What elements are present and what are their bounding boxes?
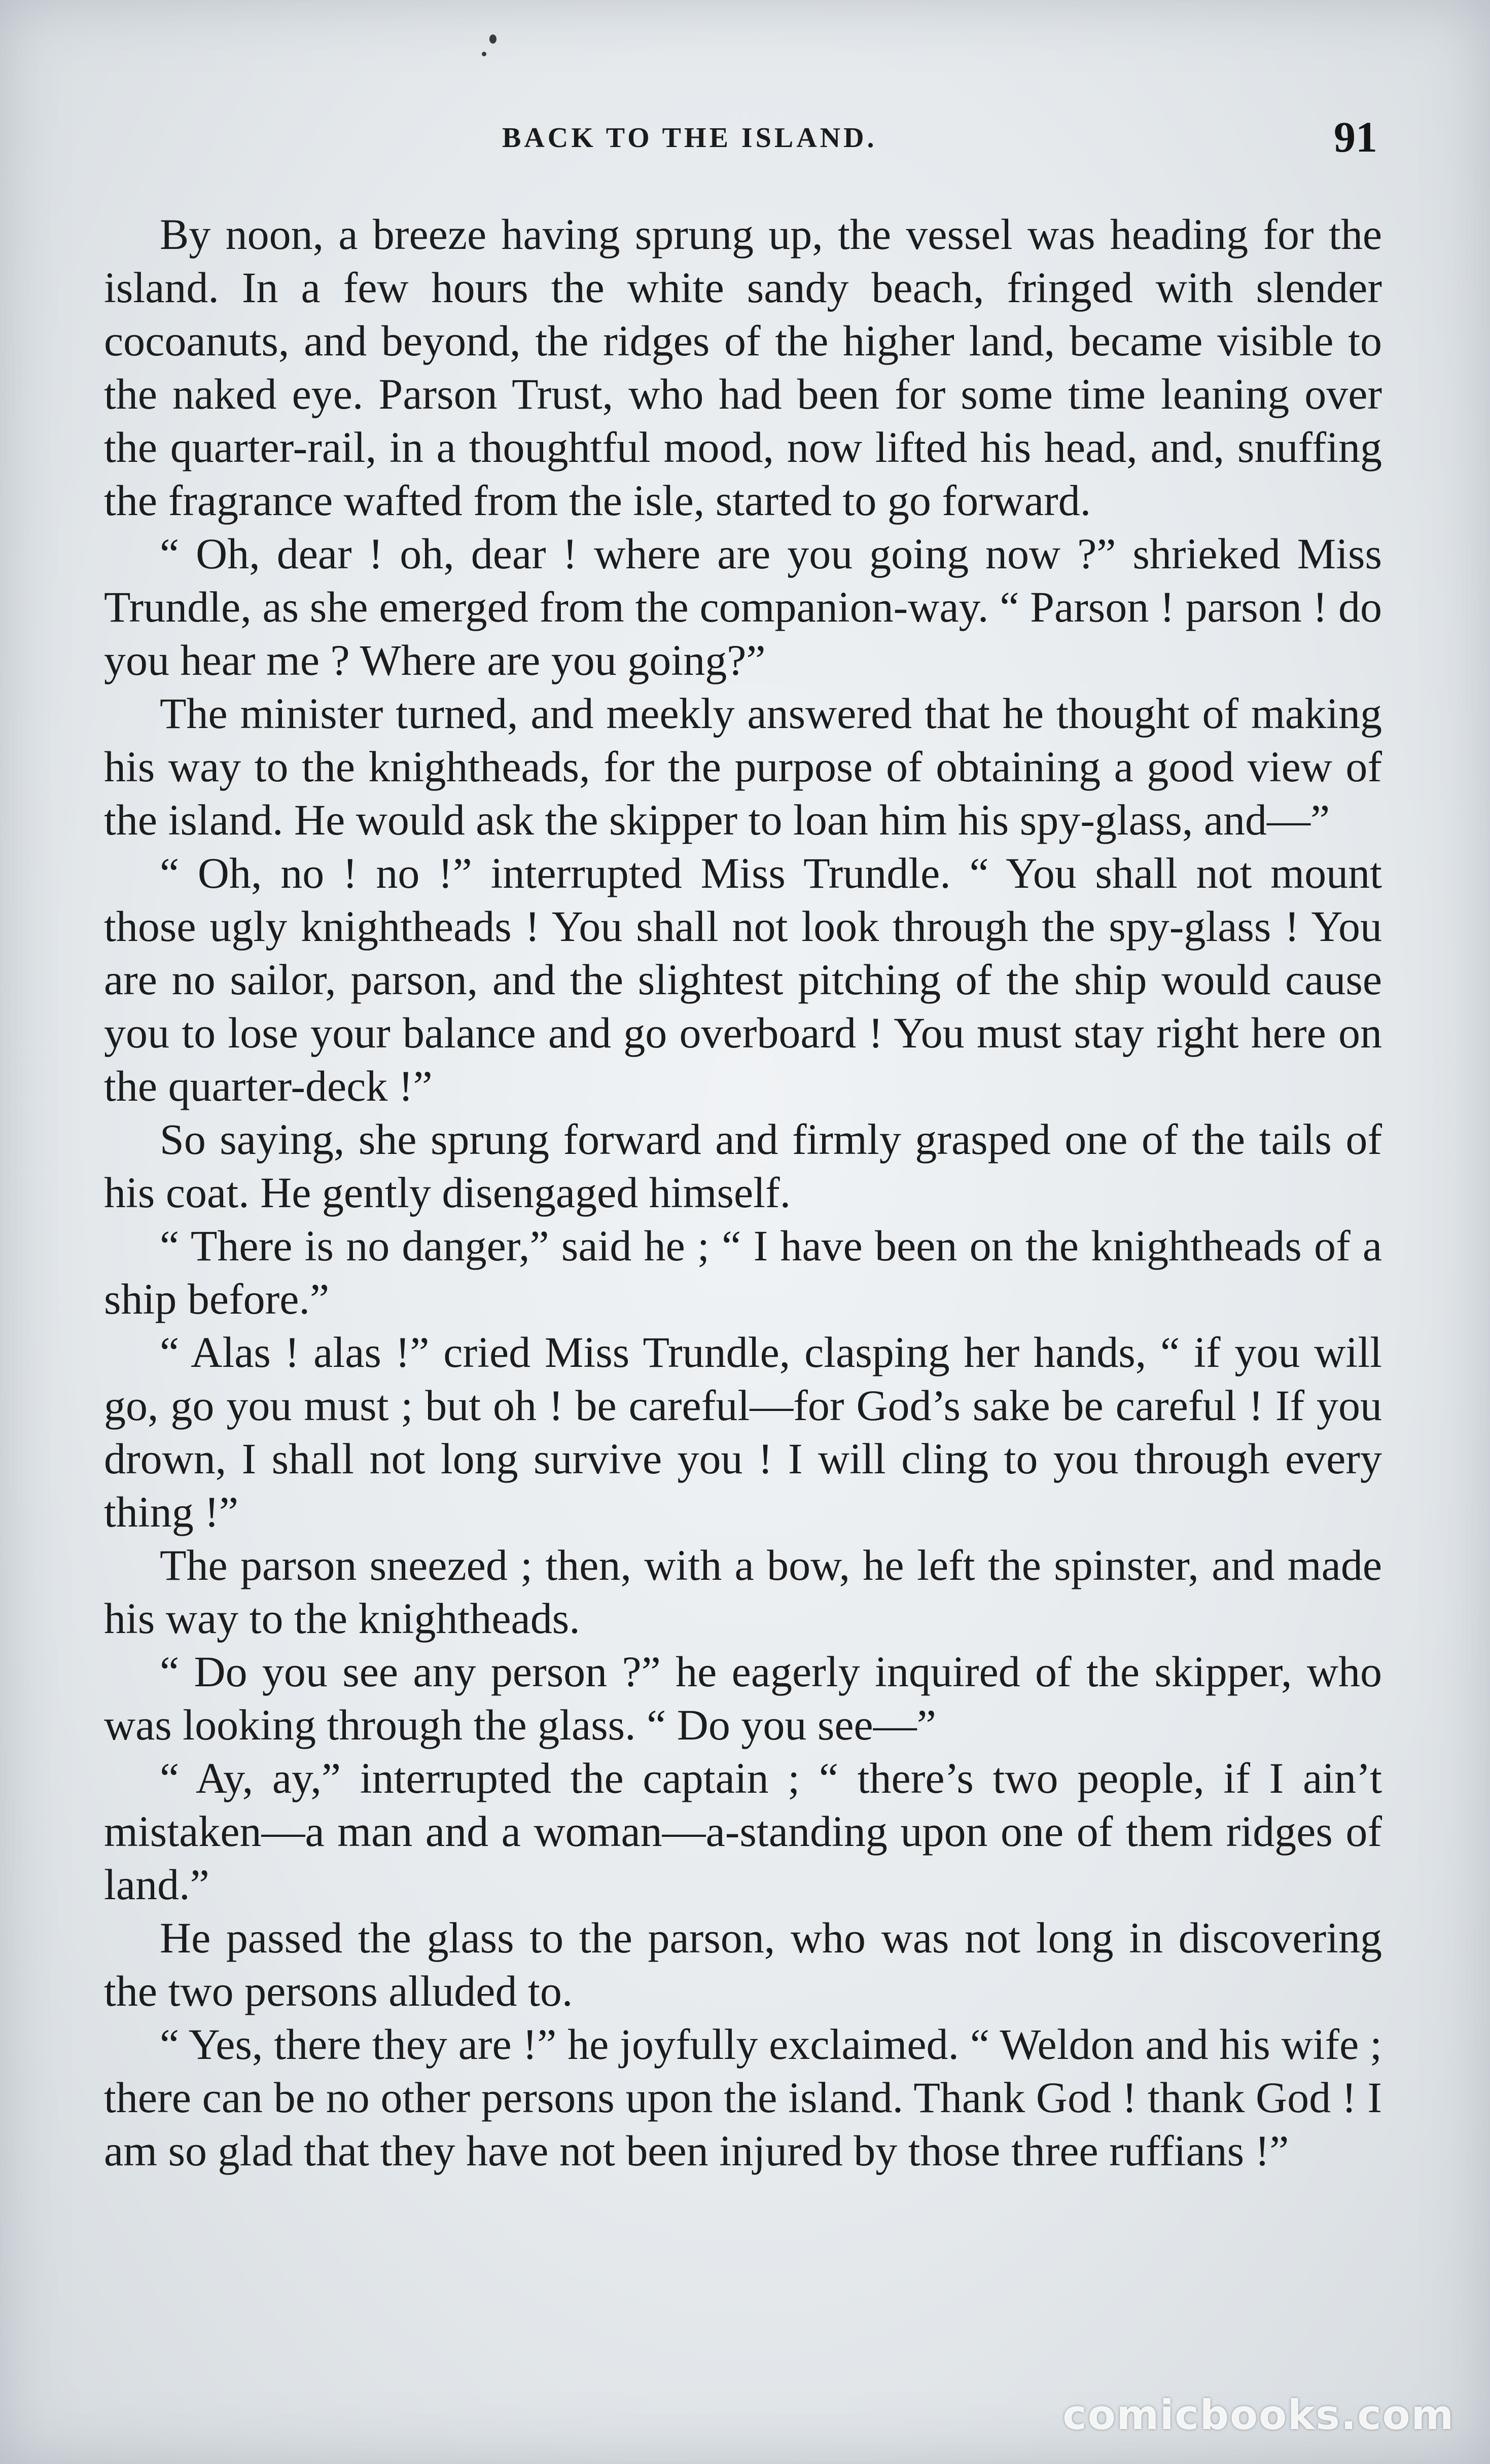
paragraph: “ Do you see any person ?” he eagerly inquired of the skipper, who was looking through the glass. “ Do you see—”: [104, 1647, 1382, 1749]
body-text: [104, 208, 1382, 2178]
paragraph: The minister turned, and meekly answered that he thought of making his way to the knightheads, for the purpose of obtaining a good view of the island. He would ask the skipper to loan him his spy-glass, and—”: [104, 689, 1382, 844]
ink-speck: [489, 34, 496, 44]
paragraph: “ Oh, no ! no !” interrupted Miss Trundle. “ You shall not mount those ugly knightheads ! You shall not look through the spy-glass ! You are no sailor, parson, and the slightest pitching of the ship would cause you to lose your balance and go overboard ! You must stay right here on the quarter-deck !”: [104, 849, 1382, 1110]
paragraph: By noon, a breeze having sprung up, the vessel was heading for the island. In a few hours the white sandy beach, fringed with slender cocoanuts, and beyond, the ridges of the higher land, became visible to the naked eye. Parson Trust, who had been for some time leaning over the quarter-rail, in a thoughtful mood, now lifted his head, and, snuffing the fragrance wafted from the isle, started to go forward.: [104, 210, 1382, 525]
paragraph: “ Alas ! alas !” cried Miss Trundle, clasping her hands, “ if you will go, go you must ; but oh ! be careful—for God’s sake be careful ! If you drown, I shall not long survive you ! I will cling to you through every thing !”: [104, 1328, 1382, 1536]
paragraph: He passed the glass to the parson, who was not long in discovering the two persons alluded to.: [104, 1913, 1382, 2015]
ink-speck: [482, 52, 486, 56]
paragraph: “ Yes, there they are !” he joyfully exclaimed. “ Weldon and his wife ; there can be no other persons upon the island. Thank God ! thank God ! I am so glad that they have not been injured by those three ruffians !”: [104, 2020, 1382, 2175]
running-head: BACK TO THE ISLAND.: [502, 122, 877, 154]
paragraph: “ There is no danger,” said he ; “ I have been on the knightheads of a ship before.”: [104, 1221, 1382, 1323]
paragraph: “ Oh, dear ! oh, dear ! where are you going now ?” shrieked Miss Trundle, as she emerged from the companion-way. “ Parson ! parson ! do you hear me ? Where are you going?”: [104, 529, 1382, 684]
paragraph: So saying, she sprung forward and firmly grasped one of the tails of his coat. He gently disengaged himself.: [104, 1115, 1382, 1217]
paragraph: “ Ay, ay,” interrupted the captain ; “ there’s two people, if I ain’t mistaken—a man and a woman—a-standing upon one of them ridges of land.”: [104, 1754, 1382, 1909]
page-number: 91: [1334, 113, 1377, 161]
watermark: comicbooks.com: [1062, 2391, 1454, 2439]
paragraph: The parson sneezed ; then, with a bow, he left the spinster, and made his way to the knightheads.: [104, 1541, 1382, 1643]
page-header: [0, 112, 1490, 167]
